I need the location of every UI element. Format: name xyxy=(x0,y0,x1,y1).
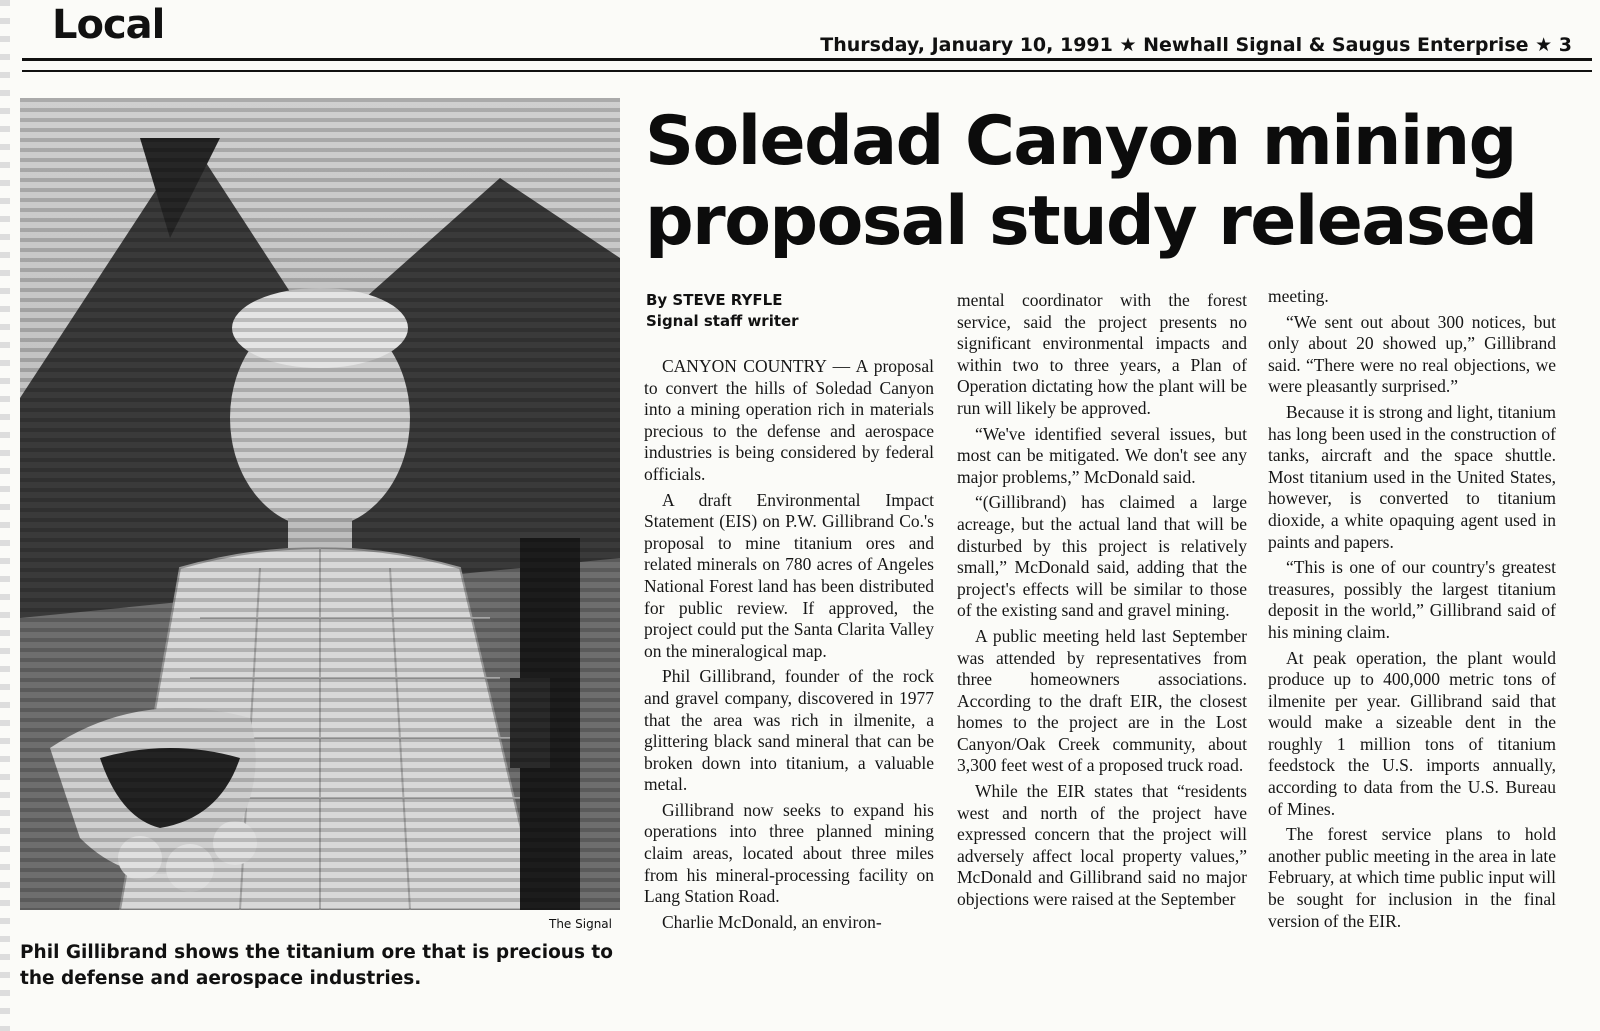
paragraph: meeting. xyxy=(1268,286,1329,306)
masthead-rule-bottom xyxy=(22,70,1592,72)
article-column-2 xyxy=(957,290,1247,911)
photo-caption: Phil Gillibrand shows the titanium ore that is precious to the defense and aerospace industries. xyxy=(20,942,613,989)
paragraph: At peak operation, the plant would produce up to 400,000 metric tons of ilmenite per year. Gillibrand said that would make a sizeable dent in the roughly 1 million tons of titanium feedstock the U.S. imports annually, according to data from the U.S. Bureau of Mines. xyxy=(1268,647,1556,819)
byline-author: By STEVE RYFLE xyxy=(646,291,783,309)
paragraph: “We've identified several issues, but most can be mitigated. We don't see any major problems,” McDonald said. xyxy=(957,423,1247,487)
paragraph: Charlie McDonald, an environ- xyxy=(662,911,882,932)
paragraph: CANYON COUNTRY — A proposal to convert the hills of Soledad Canyon into a mining operation rich in materials precious to the defense and aerospace industries is being considered by federal officials. xyxy=(644,356,934,484)
paragraph: “We sent out about 300 notices, but only about 20 showed up,” Gillibrand said. “There were no real objections, we were pleasantly surprised.” xyxy=(1268,311,1556,397)
article-column-3 xyxy=(1268,286,1556,932)
paragraph: Gillibrand now seeks to expand his operations into three planned mining claim areas, located about three miles from his mineral-processing facility on Lang Station Road. xyxy=(644,799,934,907)
byline-title: Signal staff writer xyxy=(646,312,799,330)
photo-illustration xyxy=(20,98,620,910)
page-edge-scan-marks xyxy=(0,0,10,1031)
masthead-rule-top xyxy=(22,58,1592,61)
article-column-1 xyxy=(644,356,934,933)
section-label: Local xyxy=(52,2,165,48)
paragraph: A draft Environmental Impact Statement (EIS) on P.W. Gillibrand Co.'s proposal to mine titanium ores and related minerals on 780 acres of Angeles National Forest land has been distributed for public review. If approved, the project could put the Santa Clarita Valley on the mineralogical map. xyxy=(644,489,934,661)
photo-credit: The Signal xyxy=(549,917,612,931)
paragraph: mental coordinator with the forest service, said the project presents no significant environmental impacts and within two to three years, a Plan of Operation dictating how the plant will be run will likely be approved. xyxy=(957,290,1247,418)
paragraph: A public meeting held last September was attended by representatives from three homeowners associations. According to the draft EIR, the closest homes to the project are in the Lost Canyon/Oak Creek community, about 3,300 feet west of a proposed truck road. xyxy=(957,625,1247,776)
byline xyxy=(646,290,799,332)
paragraph: Phil Gillibrand, founder of the rock and gravel company, discovered in 1977 that the area was rich in ilmenite, a glittering black sand mineral that can be broken down into titanium, a valuable metal. xyxy=(644,666,934,795)
paragraph: Because it is strong and light, titanium has long been used in the construction of tanks, aircraft and the space shuttle. Most titanium used in the United States, however, is converted to titanium dioxide, a white opaquing agent used in paints and papers. xyxy=(1268,401,1556,552)
headline-line-1: Soledad Canyon mining xyxy=(645,102,1516,181)
headline-line-2: proposal study released xyxy=(645,182,1537,261)
paragraph: While the EIR states that “residents west and north of the project have expressed concern that the project will adversely affect local property values,” McDonald and Gillibrand said no major objections were raised at the September xyxy=(957,781,1247,910)
news-photo xyxy=(20,98,620,910)
paragraph: The forest service plans to hold another public meeting in the area in late February, at which time public input will be sought for inclusion in the final version of the EIR. xyxy=(1268,824,1556,931)
paragraph: “This is one of our country's greatest treasures, possibly the largest titanium deposit in the world,” Gillibrand said of his mining claim. xyxy=(1268,557,1556,642)
headline xyxy=(645,102,1575,262)
dateline: Thursday, January 10, 1991 ★ Newhall Signal & Saugus Enterprise ★ 3 xyxy=(820,34,1572,56)
paragraph: “(Gillibrand) has claimed a large acreage, but the actual land that will be disturbed by this project is relatively small,” McDonald said, adding that the project's effects will be similar to those of the existing sand and gravel mining. xyxy=(957,492,1247,621)
